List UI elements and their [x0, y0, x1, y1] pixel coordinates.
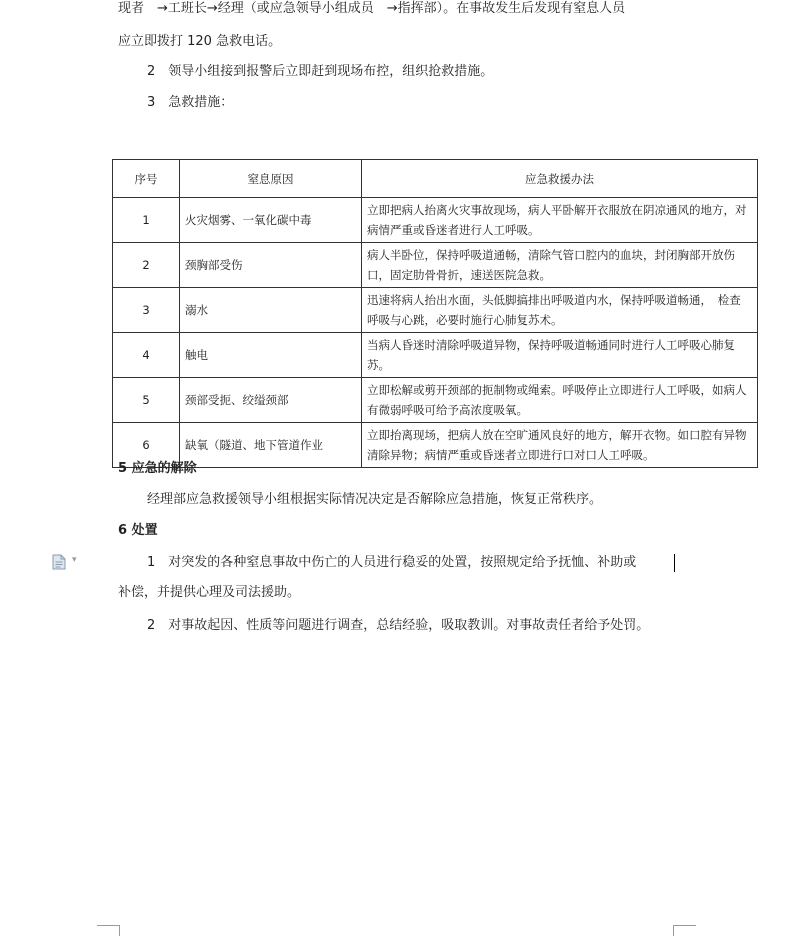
section6-item1-line2: 补偿，并提供心理及司法援助。: [118, 585, 301, 600]
section6-item1-line1: 1 对突发的各种窒息事故中伤亡的人员进行稳妥的处置，按照规定给予抚恤、补助或: [147, 555, 637, 570]
row-cause: 颈胸部受伤: [180, 243, 362, 288]
header-no: 序号: [113, 160, 180, 198]
row-method: 立即抬离现场，把病人放在空旷通风良好的地方，解开衣物。如口腔有异物清除异物；病情严重或昏迷者立即进行口对口人工呼吸。: [362, 423, 758, 468]
row-no: 6: [113, 423, 180, 468]
paragraph-rescue-measures: 3 急救措施：: [147, 95, 234, 110]
row-method: 病人半卧位，保持呼吸道通畅，清除气管口腔内的血块，封闭胸部开放伤口，固定肋骨骨折，速送医院急救。: [362, 243, 758, 288]
paragraph-leader-group: 2 领导小组接到报警后立即赶到现场布控，组织抢救措施。: [147, 64, 494, 79]
row-cause: 缺氧（隧道、地下管道作业: [180, 423, 362, 468]
row-method: 立即松解或剪开颈部的扼制物或绳索。呼吸停止立即进行人工呼吸，如病人有微弱呼吸可给予高浓度吸氧。: [362, 378, 758, 423]
row-no: 4: [113, 333, 180, 378]
header-cause: 窒息原因: [180, 160, 362, 198]
section6-heading: 6 处置: [118, 523, 158, 538]
row-no: 5: [113, 378, 180, 423]
section5-heading: 5 应急的解除: [118, 461, 197, 476]
chevron-down-icon[interactable]: ▾: [72, 555, 77, 565]
row-method: 当病人昏迷时清除呼吸道异物，保持呼吸道畅通同时进行人工呼吸心肺复苏。: [362, 333, 758, 378]
row-no: 3: [113, 288, 180, 333]
section6-item2: 2 对事故起因、性质等问题进行调查，总结经验，吸取教训。对事故责任者给予处罚。: [147, 618, 650, 633]
table-header-row: [113, 160, 758, 198]
section5-body: 经理部应急救援领导小组根据实际情况决定是否解除应急措施，恢复正常秩序。: [147, 492, 603, 507]
row-cause: 触电: [180, 333, 362, 378]
page-margin-corner-left: [97, 925, 120, 936]
table-row: [113, 378, 758, 423]
table-row: [113, 333, 758, 378]
table-row: [113, 288, 758, 333]
text-cursor: [674, 554, 675, 572]
row-method: 迅速将病人抬出水面，头低脚搞排出呼吸道内水，保持呼吸道畅通， 检查呼吸与心跳，必要时施行心肺复苏术。: [362, 288, 758, 333]
paragraph-report-chain-line2: 应立即拨打 120 急救电话。: [118, 34, 282, 49]
row-no: 1: [113, 198, 180, 243]
row-no: 2: [113, 243, 180, 288]
page-margin-corner-right: [673, 925, 696, 936]
row-method: 立即把病人抬离火灾事故现场，病人平卧解开衣服放在阴凉通风的地方，对病情严重或昏迷者进行人工呼吸。: [362, 198, 758, 243]
document-icon[interactable]: [52, 554, 66, 570]
row-cause: 溺水: [180, 288, 362, 333]
paragraph-report-chain-line1: 现者 →工班长→经理（或应急领导小组成员 →指挥部）。在事故发生后发现有窒息人员: [118, 1, 626, 16]
row-cause: 火灾烟雾、一氧化碳中毒: [180, 198, 362, 243]
table-row: [113, 243, 758, 288]
row-cause: 颈部受扼、绞缢颈部: [180, 378, 362, 423]
rescue-table: [112, 159, 758, 468]
header-method: 应急救援办法: [362, 160, 758, 198]
table-row: [113, 198, 758, 243]
table-row: [113, 423, 758, 468]
